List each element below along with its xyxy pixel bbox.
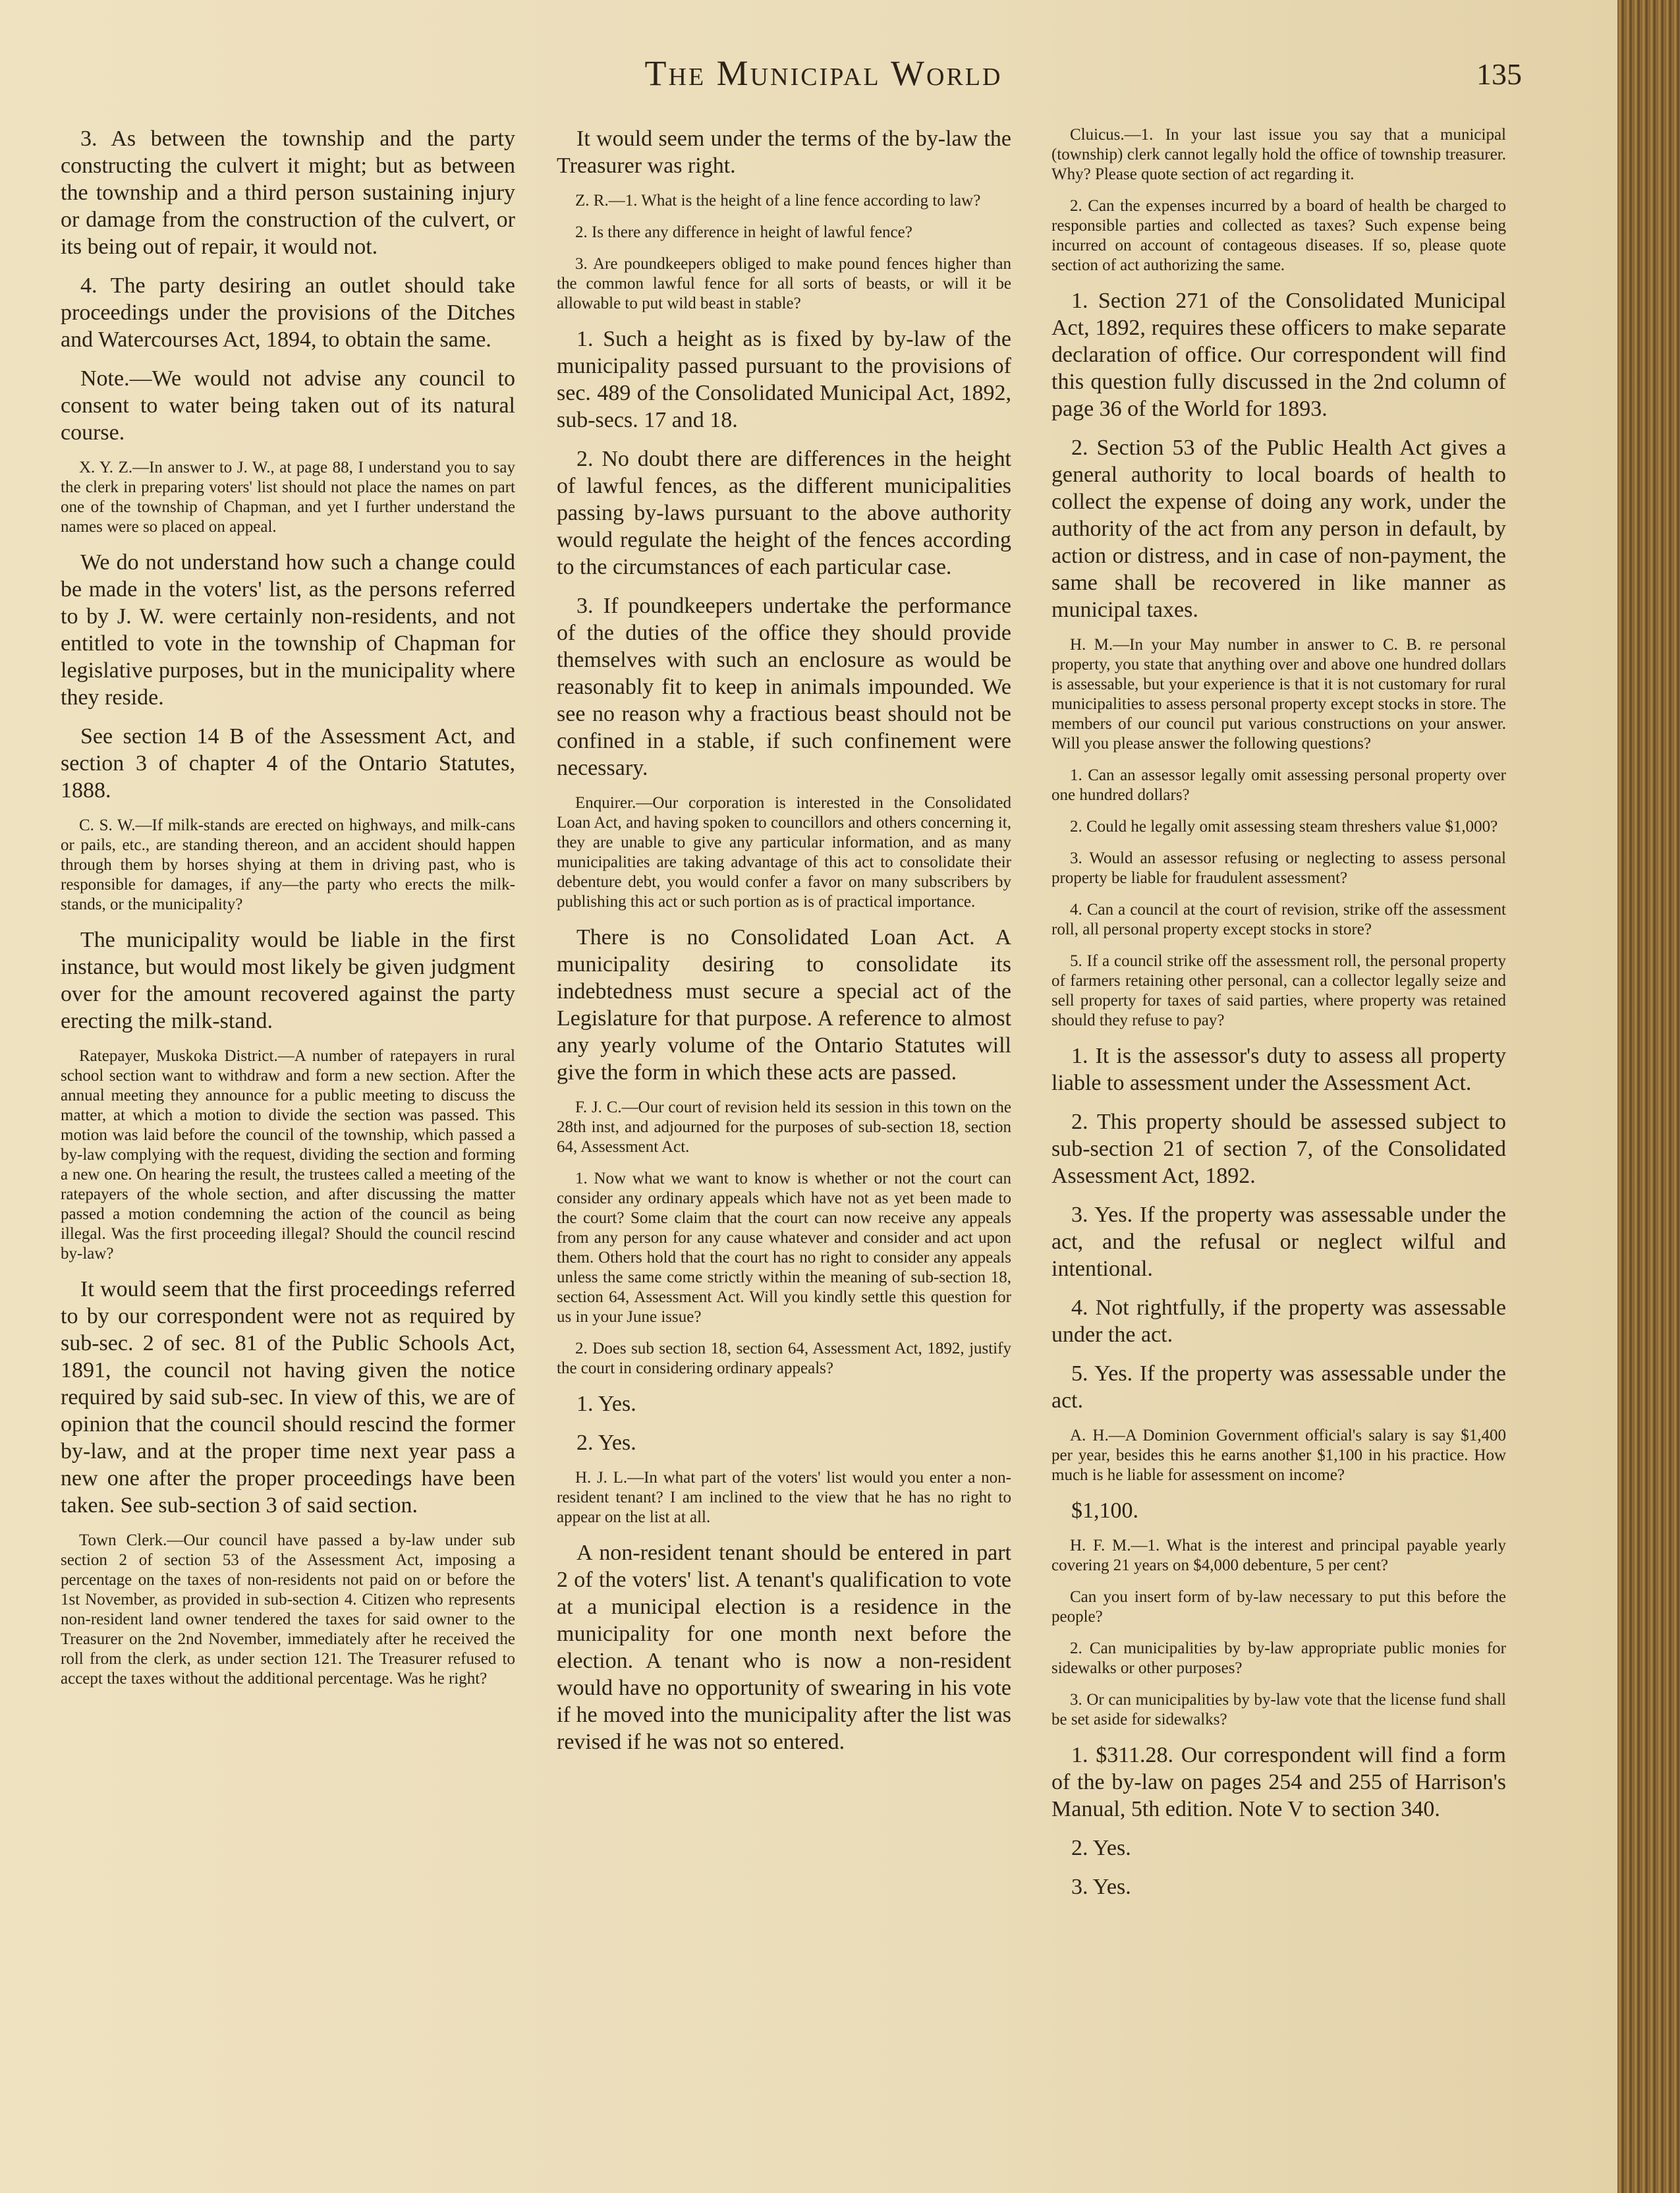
page-number: 135 [1476, 57, 1522, 91]
answer-paragraph: 3. As between the township and the party constructing the culvert it might; but as between the township and a third person sustaining injury or damage from the construction of the culvert, or its being out of repair, it would not. [61, 127, 515, 259]
answer-paragraph: 4. The party desiring an outlet should take proceedings under the provisions of the Ditches and Watercourses Act, 1894, to obtain the same. [61, 273, 515, 352]
answer-paragraph: $1,100. [1071, 1498, 1138, 1523]
answer-paragraph: 3. If poundkeepers undertake the performance of the duties of the office they should provide themselves with such an enclosure as would be reasonably fit to keep in animals impounded. We see no reason why a fractious beast should not be confined in a stable, if such confinement were necessary. [557, 594, 1011, 780]
question-paragraph: 5. If a council strike off the assessment roll, the personal property of farmers retaining other personal, can a collector legally seize and sell property for taxes of said parties, where property was retained should they refuse to pay? [1051, 952, 1506, 1029]
answer-paragraph: 3. Yes. If the property was assessable under the act, and the refusal or neglect wilful and intentional. [1051, 1203, 1506, 1281]
answer-paragraph: 2. This property should be assessed subject to sub-section 21 of section 7, of the Consolidated Assessment Act, 1892. [1051, 1110, 1506, 1188]
question-paragraph: H. M.—In your May number in answer to C. B. re personal property, you state that anything over and above one hundred dollars is assessable, but your experience is that it is not customary for rural municipalities to assess personal property except stocks in store. The members of our council put various constructions on your answer. Will you please answer the following questions? [1051, 636, 1506, 753]
answer-paragraph: 1. $311.28. Our correspondent will find a form of the by-law on pages 254 and 255 of Harrison's Manual, 5th edition. Note V to section 340. [1051, 1743, 1506, 1821]
book-binding [1617, 0, 1680, 2193]
question-paragraph: Ratepayer, Muskoka District.—A number of ratepayers in rural school section want to withdraw and form a new section. After the annual meeting they announce for a public meeting to discuss the matter, at which a motion to divide the section was passed. This motion was laid before the council of the township, which passed a by-law complying with the request, dividing the section and forming a new one. On hearing the result, the trustees called a meeting of the ratepayers of the whole section, and after discussing the matter passed a motion condemning the action of the council as being illegal. Was the first proceeding illegal? Should the council rescind by-law? [61, 1047, 515, 1263]
question-paragraph: H. F. M.—1. What is the interest and principal payable yearly covering 21 years on $4,000 debenture, 5 per cent? [1051, 1537, 1506, 1574]
answer-paragraph: 2. No doubt there are differences in the height of lawful fences, as the different municipalities passing by-laws pursuant to the above authority would regulate the height of the fences according to the circumstances of each particular case. [557, 447, 1011, 579]
answer-paragraph: 1. Section 271 of the Consolidated Municipal Act, 1892, requires these officers to make separate declaration of office. Our correspondent will find this question fully discussed in the 2nd column of page 36 of the World for 1893. [1051, 289, 1506, 421]
question-paragraph: 3. Are poundkeepers obliged to make pound fences higher than the common lawful fence for all sorts of beasts, or will it be allowable to put wild beast in stable? [557, 255, 1011, 312]
answer-paragraph: 4. Not rightfully, if the property was assessable under the act. [1051, 1296, 1506, 1347]
question-paragraph: X. Y. Z.—In answer to J. W., at page 88, I understand you to say the clerk in preparing voters' list should not place the names on part one of the township of Chapman, and yet I further understand the names were so placed on appeal. [61, 459, 515, 536]
answer-paragraph: It would seem that the first proceedings referred to by our correspondent were not as required by sub-sec. 2 of sec. 81 of the Public Schools Act, 1891, the council not having given the notice required by said sub-sec. In view of this, we are of opinion that the council should rescind the former by-law, and at the proper time next year pass a new one after the proper proceedings have been taken. See sub-section 3 of said section. [61, 1277, 515, 1518]
question-paragraph: Z. R.—1. What is the height of a line fence according to law? [575, 192, 981, 210]
question-paragraph: A. H.—A Dominion Government official's salary is say $1,400 per year, besides this he earns another $1,100 in his practice. How much is he liable for assessment on income? [1051, 1427, 1506, 1484]
question-paragraph: H. J. L.—In what part of the voters' list would you enter a non-resident tenant? I am inclined to the view that he has no right to appear on the list at all. [557, 1469, 1011, 1526]
answer-paragraph: 3. Yes. [1071, 1875, 1131, 1899]
answer-paragraph: The municipality would be liable in the first instance, but would most likely be given judgment over for the amount recovered against the party erecting the milk-stand. [61, 928, 515, 1033]
answer-paragraph: There is no Consolidated Loan Act. A municipality desiring to consolidate its indebtedness must secure a special act of the Legislature for that purpose. A reference to almost any yearly volume of the Ontario Statutes will give the form in which these acts are passed. [557, 925, 1011, 1085]
question-paragraph: 2. Can municipalities by by-law appropriate public monies for sidewalks or other purposes? [1051, 1639, 1506, 1677]
question-paragraph: 2. Does sub section 18, section 64, Assessment Act, 1892, justify the court in considering ordinary appeals? [557, 1340, 1011, 1377]
question-paragraph: 3. Or can municipalities by by-law vote that the license fund shall be set aside for sidewalks? [1051, 1691, 1506, 1728]
column-left [61, 125, 515, 2168]
question-paragraph: Can you insert form of by-law necessary to put this before the people? [1051, 1588, 1506, 1626]
question-paragraph: Cluicus.—1. In your last issue you say that a municipal (township) clerk cannot legally hold the office of township treasurer. Why? Please quote section of act regarding it. [1051, 126, 1506, 183]
question-paragraph: 1. Can an assessor legally omit assessing personal property over one hundred dollars? [1051, 766, 1506, 804]
question-paragraph: 2. Is there any difference in height of lawful fence? [575, 223, 912, 241]
question-paragraph: 3. Would an assessor refusing or neglecting to assess personal property be liable for fraudulent assessment? [1051, 849, 1506, 887]
answer-paragraph: 5. Yes. If the property was assessable under the act. [1051, 1361, 1506, 1413]
question-paragraph: Town Clerk.—Our council have passed a by-law under sub section 2 of section 53 of the Assessment Act, imposing a percentage on the taxes of non-residents not paid on or before the 1st November, as provided in sub-section 4. Citizen who represents non-resident land owner tendered the taxes for said owner to the Treasurer on the 2nd November, immediately after he received the roll from the clerk, as under section 121. The Treasurer refused to accept the taxes without the additional percentage. Was he right? [61, 1531, 515, 1688]
question-paragraph: 4. Can a council at the court of revision, strike off the assessment roll, all personal property except stocks in store? [1051, 901, 1506, 938]
answer-paragraph: A non-resident tenant should be entered in part 2 of the voters' list. A tenant's qualification to vote at a municipal election is a residence in the municipality for one month next before the election. A tenant who is now a non-resident would have no opportunity of swearing in his vote if he moved into the municipality after the list was revised if he was not so entered. [557, 1541, 1011, 1754]
journal-title: The Municipal World [644, 53, 1003, 93]
answer-paragraph: 2. Yes. [576, 1431, 636, 1455]
question-paragraph: F. J. C.—Our court of revision held its session in this town on the 28th inst, and adjourned for the purposes of sub-section 18, section 64, Assessment Act. [557, 1098, 1011, 1156]
answer-paragraph: We do not understand how such a change could be made in the voters' list, as the persons referred to by J. W. were certainly non-residents, and not entitled to vote in the township of Chapman for legislative purposes, but in the municipality where they reside. [61, 550, 515, 710]
question-paragraph: C. S. W.—If milk-stands are erected on highways, and milk-cans or pails, etc., are standing thereon, and an accident should happen through them by horses shying at them in driving past, who is responsible for damages, if any—the party who erects the milk-stands, or the municipality? [61, 816, 515, 913]
answer-paragraph: 1. Such a height as is fixed by by-law of the municipality passed pursuant to the provisions of sec. 489 of the Consolidated Municipal Act, 1892, sub-secs. 17 and 18. [557, 327, 1011, 432]
page-header [0, 53, 1548, 99]
answer-paragraph: Note.—We would not advise any council to consent to water being taken out of its natural course. [61, 366, 515, 445]
question-paragraph: 2. Can the expenses incurred by a board of health be charged to responsible parties and collected as taxes? Such expense being incurred on account of contageous diseases. If so, please quote section of act authorizing the same. [1051, 197, 1506, 274]
answer-paragraph: It would seem under the terms of the by-law the Treasurer was right. [557, 127, 1011, 178]
answer-paragraph: 2. Yes. [1071, 1836, 1131, 1860]
answer-paragraph: 1. It is the assessor's duty to assess all property liable to assessment under the Assessment Act. [1051, 1044, 1506, 1095]
answer-paragraph: See section 14 B of the Assessment Act, and section 3 of chapter 4 of the Ontario Statutes, 1888. [61, 724, 515, 803]
column-middle [557, 125, 1011, 2168]
question-paragraph: 2. Could he legally omit assessing steam threshers value $1,000? [1070, 818, 1498, 836]
question-paragraph: Enquirer.—Our corporation is interested in the Consolidated Loan Act, and having spoken to councillors and others concerning it, they are unable to give any particular information, and as many municipalities are taking advantage of this act to consolidate their debenture debt, you would confer a favor on many subscribers by publishing this act or such portion as is of practical importance. [557, 794, 1011, 911]
answer-paragraph: 1. Yes. [576, 1392, 636, 1416]
question-paragraph: 1. Now what we want to know is whether or not the court can consider any ordinary appeals which have not as yet been made to the court? Some claim that the court can now receive any appeals from any person for any cause whatever and consider and act upon them. Others hold that the court has no right to consider any appeals unless the same come strictly within the meaning of sub-section 18, section 64, Assessment Act. Will you kindly settle this question for us in your June issue? [557, 1170, 1011, 1326]
answer-paragraph: 2. Section 53 of the Public Health Act gives a general authority to local boards of health to collect the expense of doing any work, under the authority of the act from any person in default, by action or distress, and in case of non-payment, the same shall be recovered in like manner as municipal taxes. [1051, 436, 1506, 622]
column-right [1051, 125, 1506, 2168]
